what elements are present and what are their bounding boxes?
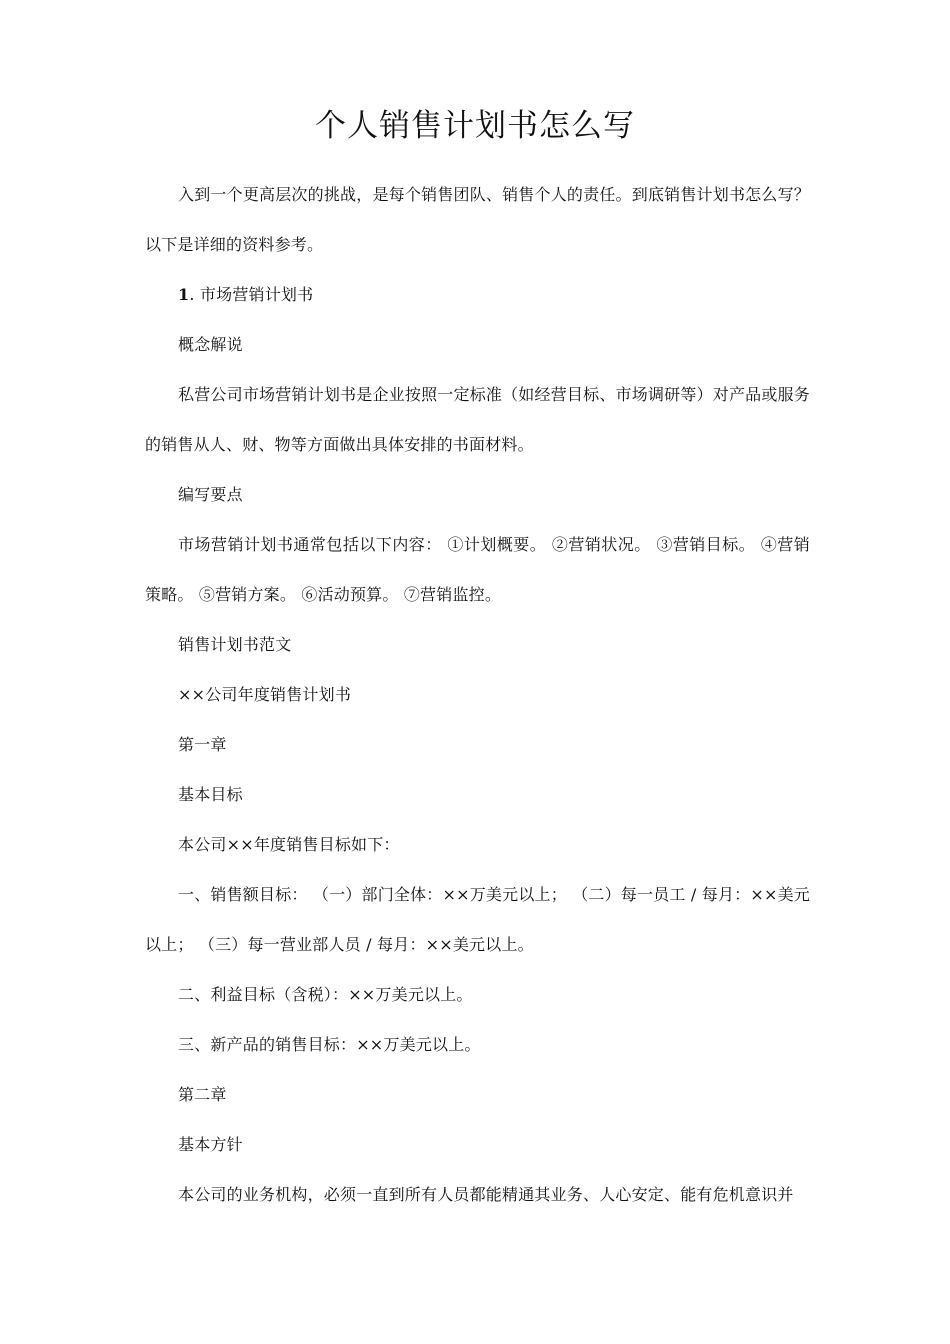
section-number: 1 (178, 285, 190, 304)
subheading-concept: 概念解说 (178, 335, 243, 354)
section-heading-text: . 市场营销计划书 (189, 285, 314, 304)
key-points-paragraph: 市场营销计划书通常包括以下内容： ①计划概要。 ②营销状况。 ③营销目标。 ④营销策略。 ⑤营销方案。 ⑥活动预算。 ⑦营销监控。 (145, 535, 810, 604)
sample-title: ××公司年度销售计划书 (178, 685, 352, 704)
section-heading-marketing-plan (145, 270, 810, 320)
policy-paragraph: 本公司的业务机构，必须一直到所有人员都能精通其业务、人心安定、能有危机意识并 (178, 1185, 794, 1204)
basic-policy-heading: 基本方针 (178, 1135, 243, 1154)
document-body (145, 170, 810, 1220)
sales-target-paragraph: 一、销售额目标： （一）部门全体：××万美元以上； （二）每一员工 / 每月：××美元以上； （三）每一营业部人员 / 每月：××美元以上。 (145, 885, 810, 954)
basic-goals-heading: 基本目标 (178, 785, 243, 804)
page-title: 个人销售计划书怎么写 (315, 108, 635, 144)
subheading-key-points: 编写要点 (178, 485, 243, 504)
new-product-target-paragraph: 三、新产品的销售目标：××万美元以上。 (178, 1035, 481, 1054)
chapter-one-heading: 第一章 (178, 735, 227, 754)
concept-paragraph: 私营公司市场营销计划书是企业按照一定标准（如经营目标、市场调研等）对产品或服务的销售从人、财、物等方面做出具体安排的书面材料。 (145, 385, 810, 454)
chapter-two-heading: 第二章 (178, 1085, 227, 1104)
profit-target-paragraph: 二、利益目标（含税）：××万美元以上。 (178, 985, 473, 1004)
goals-intro: 本公司××年度销售目标如下： (178, 835, 400, 854)
subheading-sample: 销售计划书范文 (178, 635, 292, 654)
intro-paragraph: 入到一个更高层次的挑战，是每个销售团队、销售个人的责任。到底销售计划书怎么写？以下是详细的资料参考。 (145, 185, 810, 254)
